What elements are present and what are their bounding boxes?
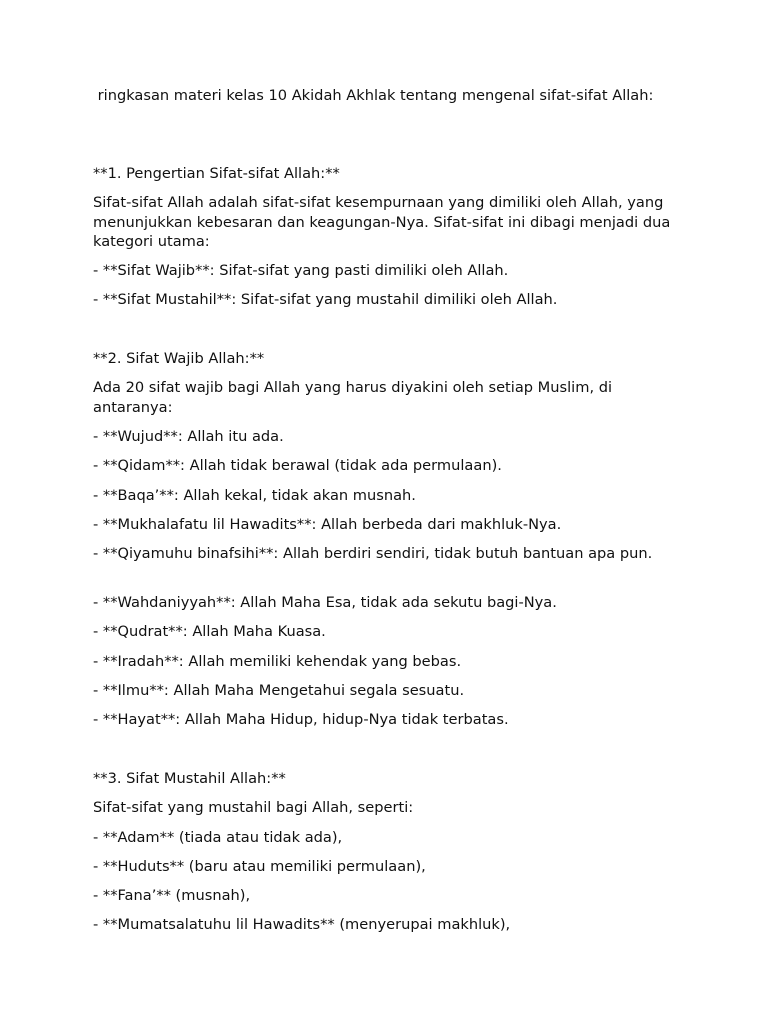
list-item: - **Mukhalafatu lil Hawadits**: Allah berbeda dari makhluk-Nya. xyxy=(93,516,562,533)
list-item: - **Iradah**: Allah memiliki kehendak yang bebas. xyxy=(93,653,462,670)
section-3-paragraph: Sifat-sifat yang mustahil bagi Allah, seperti: xyxy=(93,799,414,816)
section-2-heading: **2. Sifat Wajib Allah:** xyxy=(93,350,265,367)
section-1-paragraph: Sifat-sifat Allah adalah sifat-sifat kesempurnaan yang dimiliki oleh Allah, yang menunjukkan kebesaran dan keagungan-Nya. Sifat-sifat ini dibagi menjadi dua kategori utama: xyxy=(93,194,675,250)
list-item: - **Qiyamuhu binafsihi**: Allah berdiri sendiri, tidak butuh bantuan apa pun. xyxy=(93,545,653,562)
list-item: - **Wujud**: Allah itu ada. xyxy=(93,428,284,445)
list-item: - **Huduts** (baru atau memiliki permulaan), xyxy=(93,858,426,875)
section-3-heading: **3. Sifat Mustahil Allah:** xyxy=(93,770,286,787)
section-1-heading: **1. Pengertian Sifat-sifat Allah:** xyxy=(93,165,340,182)
list-item: - **Sifat Wajib**: Sifat-sifat yang pasti dimiliki oleh Allah. xyxy=(93,262,509,279)
list-item: - **Adam** (tiada atau tidak ada), xyxy=(93,829,343,846)
section-2-paragraph: Ada 20 sifat wajib bagi Allah yang harus diyakini oleh setiap Muslim, di antaranya: xyxy=(93,379,617,416)
list-item: - **Sifat Mustahil**: Sifat-sifat yang mustahil dimiliki oleh Allah. xyxy=(93,291,558,308)
list-item: - **Qudrat**: Allah Maha Kuasa. xyxy=(93,623,326,640)
intro-text: ringkasan materi kelas 10 Akidah Akhlak tentang mengenal sifat-sifat Allah: xyxy=(93,87,654,104)
list-item: - **Mumatsalatuhu lil Hawadits** (menyerupai makhluk), xyxy=(93,916,511,933)
list-item: - **Hayat**: Allah Maha Hidup, hidup-Nya tidak terbatas. xyxy=(93,711,509,728)
list-item: - **Fana’** (musnah), xyxy=(93,887,251,904)
list-item: - **Baqa’**: Allah kekal, tidak akan musnah. xyxy=(93,487,416,504)
list-item: - **Qidam**: Allah tidak berawal (tidak ada permulaan). xyxy=(93,457,502,474)
list-item: - **Ilmu**: Allah Maha Mengetahui segala sesuatu. xyxy=(93,682,465,699)
list-item: - **Wahdaniyyah**: Allah Maha Esa, tidak ada sekutu bagi-Nya. xyxy=(93,594,557,611)
